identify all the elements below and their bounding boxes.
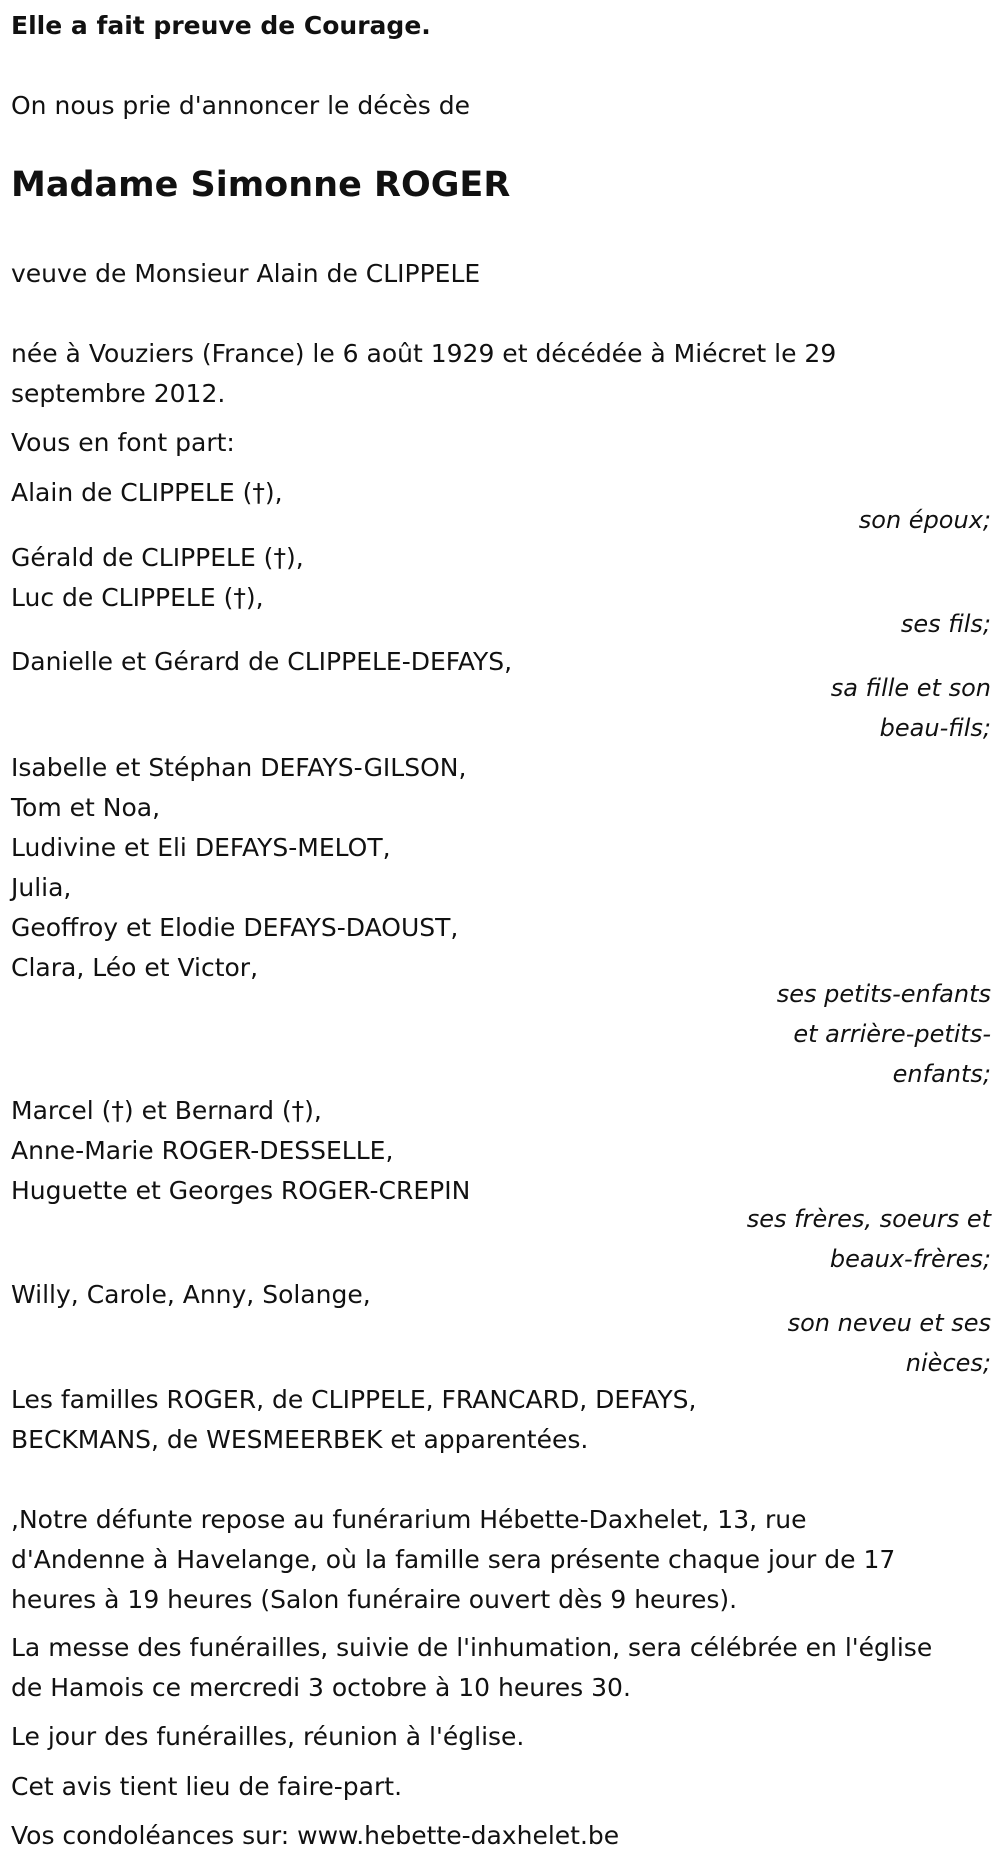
grandchildren-role-line: enfants; [892,1060,991,1088]
daughter-name: Danielle et Gérard de CLIPPELE-DEFAYS, [11,647,513,676]
deceased-name: Madame Simonne ROGER [11,165,511,205]
sibling-name: Huguette et Georges ROGER-CREPIN [11,1176,471,1205]
mass-line: de Hamois ce mercredi 3 octobre à 10 heures 30. [11,1673,631,1702]
daughter-role-line: sa fille et son [830,674,991,702]
sibling-name: Anne-Marie ROGER-DESSELLE, [11,1136,394,1165]
widow-of-text: veuve de Monsieur Alain de CLIPPELE [11,259,481,288]
siblings-role-line: ses frères, soeurs et [746,1205,991,1233]
nephews-role-line: son neveu et ses [787,1309,991,1337]
grandchild-name: Clara, Léo et Victor, [11,953,259,982]
siblings-role-line: beaux-frères; [829,1245,991,1273]
meeting-text: Le jour des funérailles, réunion à l'église. [11,1722,525,1751]
repose-line: d'Andenne à Havelange, où la famille sera présente chaque jour de 17 [11,1545,896,1574]
mass-line: La messe des funérailles, suivie de l'inhumation, sera célébrée en l'église [11,1633,933,1662]
grandchild-name: Tom et Noa, [11,793,161,822]
repose-line: ,Notre défunte repose au funérarium Hébette-Daxhelet, 13, rue [11,1505,807,1534]
nephews-names: Willy, Carole, Anny, Solange, [11,1280,371,1309]
intro-text: On nous prie d'annoncer le décès de [11,91,470,120]
families-line: BECKMANS, de WESMEERBEK et apparentées. [11,1425,589,1454]
families-line: Les familles ROGER, de CLIPPELE, FRANCARD, DEFAYS, [11,1385,697,1414]
birth-death-line-1: née à Vouziers (France) le 6 août 1929 et décédée à Miécret le 29 [11,339,837,368]
son-name: Gérald de CLIPPELE (†), [11,543,304,572]
nephews-role-line: nièces; [905,1349,991,1377]
sibling-name: Marcel (†) et Bernard (†), [11,1096,322,1125]
grandchildren-role-line: ses petits-enfants [776,980,991,1008]
birth-death-line-2: septembre 2012. [11,379,226,408]
motto: Elle a fait preuve de Courage. [11,11,431,40]
grandchild-name: Ludivine et Eli DEFAYS-MELOT, [11,833,391,862]
announce-text: Vous en font part: [11,428,235,457]
grandchild-name: Julia, [11,873,72,902]
spouse-role: son époux; [858,506,991,534]
repose-line: heures à 19 heures (Salon funéraire ouvert dès 9 heures). [11,1585,738,1614]
grandchild-name: Geoffroy et Elodie DEFAYS-DAOUST, [11,913,459,942]
notice-text: Cet avis tient lieu de faire-part. [11,1772,403,1801]
sons-role: ses fils; [900,610,991,638]
condolences-text: Vos condoléances sur: www.hebette-daxhelet.be [11,1821,620,1850]
grandchild-name: Isabelle et Stéphan DEFAYS-GILSON, [11,753,467,782]
spouse-name: Alain de CLIPPELE (†), [11,478,283,507]
grandchildren-role-line: et arrière-petits- [793,1020,991,1048]
son-name: Luc de CLIPPELE (†), [11,583,264,612]
daughter-role-line: beau-fils; [879,714,991,742]
